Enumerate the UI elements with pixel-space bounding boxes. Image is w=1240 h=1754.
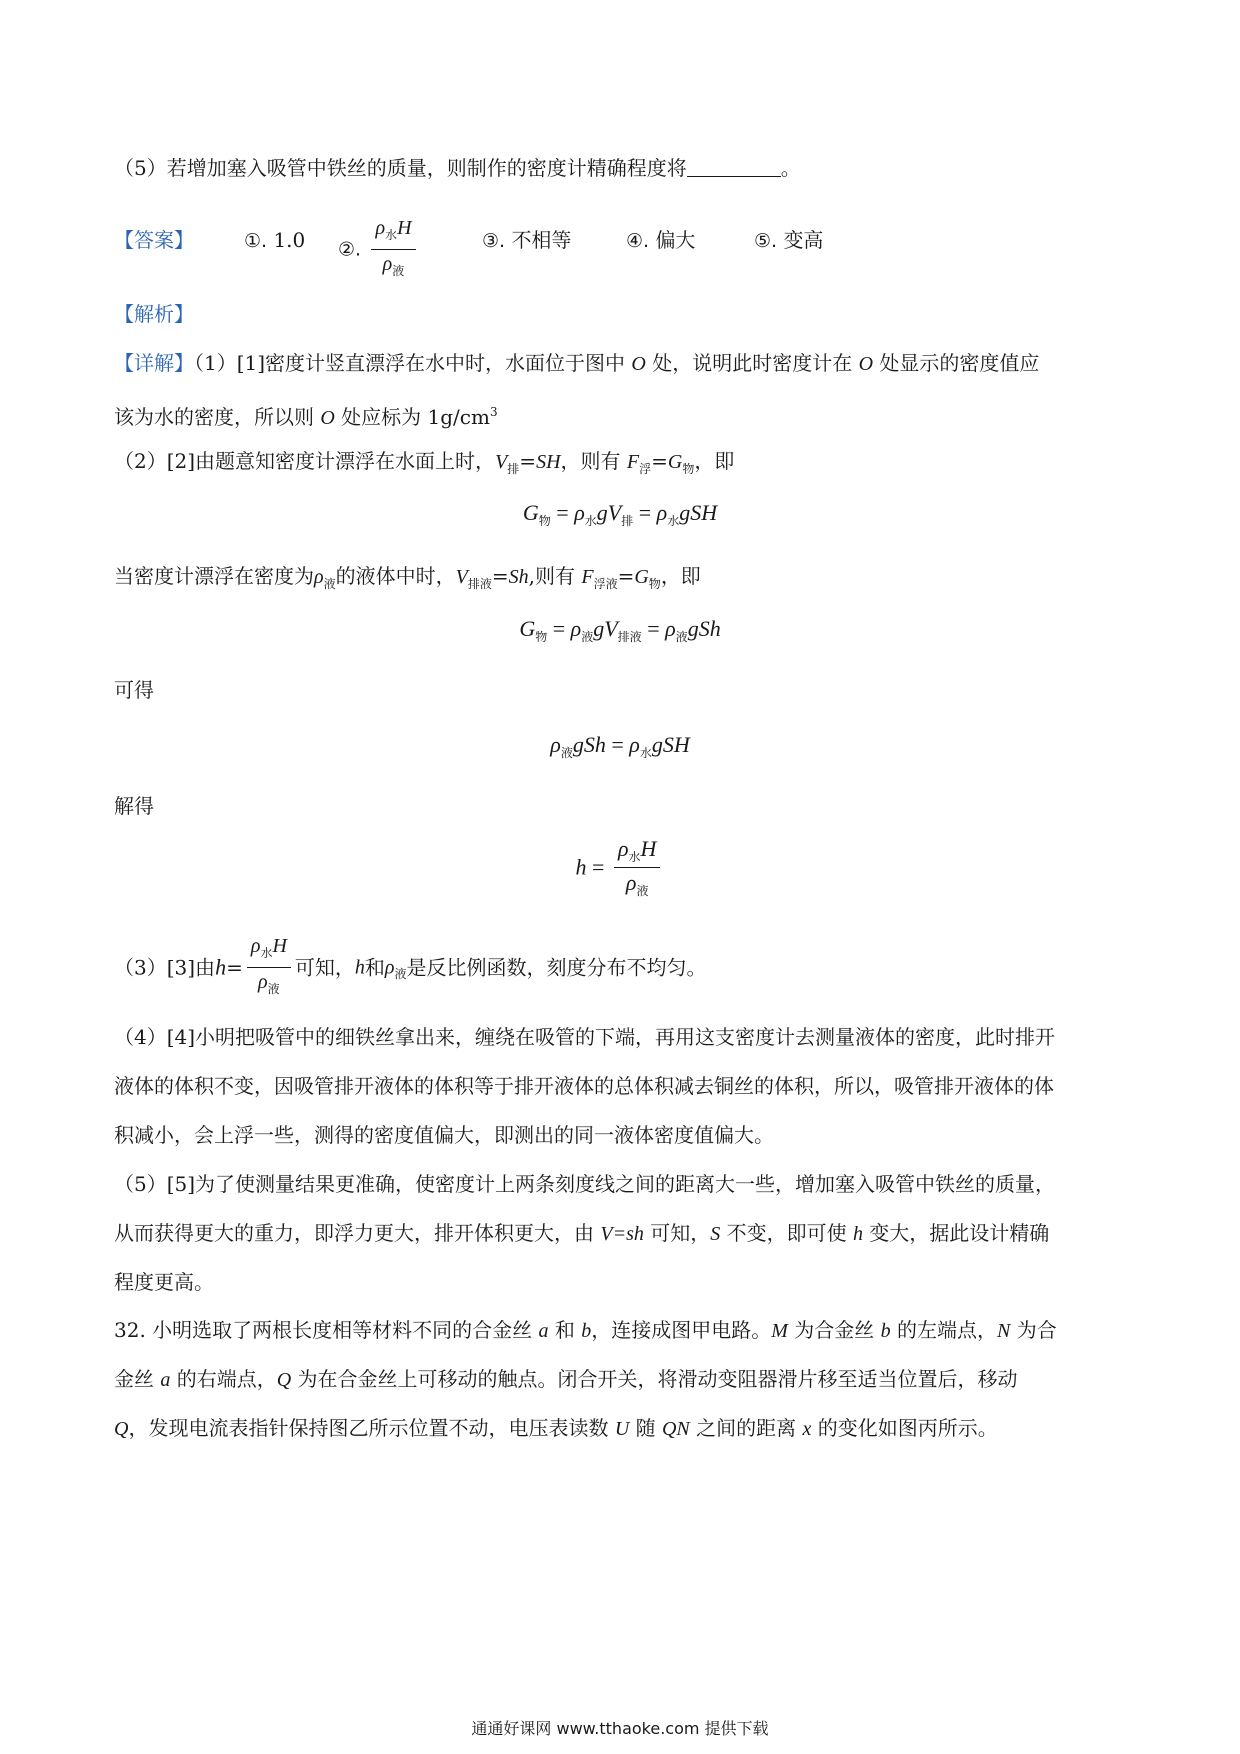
inline-fraction: $\frac{\rho_水H}{\rho_液}$ xyxy=(247,934,291,1001)
detail-paragraph-5-line-1: （4）[4]小明把吸管中的细铁丝拿出来，缠绕在吸管的下端，再用这支密度计去测量液体的密度，此时排开 xyxy=(114,1025,1056,1049)
detail-paragraph-1: 【详解】（1）[1]密度计竖直漂浮在水中时，水面位于图中 O 处，说明此时密度计在 O 处显示的密度值应 xyxy=(114,351,1040,375)
detail-paragraph-6-line-3: 程度更高。 xyxy=(114,1270,214,1294)
question-5-text: （5）若增加塞入吸管中铁丝的质量，则制作的密度计精确程度将 xyxy=(114,156,687,180)
question-32-line-2: 金丝 a 的右端点，Q 为在合金丝上可移动的触点。闭合开关，将滑动变阻器滑片移至适当位置后，移动 xyxy=(114,1367,1018,1391)
detail-paragraph-3: 当密度计漂浮在密度为$\rho_液$的液体中时，$V_{排液}=Sh$,则有 $F_{浮液}=G_物$，即 xyxy=(114,564,701,591)
page-footer: 通通好课网 www.tthaoke.com 提供下载 xyxy=(471,1719,769,1738)
detail-paragraph-1-line-2: 该为水的密度，所以则 O 处应标为 $1g/cm^3$ xyxy=(114,405,498,429)
question-32-line-1: 32. 小明选取了两根长度相等材料不同的合金丝 a 和 b，连接成图甲电路。M 为合金丝 b 的左端点，N 为合 xyxy=(114,1318,1057,1342)
label-jiede: 解得 xyxy=(114,794,154,818)
question-32-line-3: Q，发现电流表指针保持图乙所示位置不动，电压表读数 U 随 QN 之间的距离 x 的变化如图丙所示。 xyxy=(114,1416,998,1440)
answer-2: ②. $\frac{\rho_水H}{\rho_液}$ xyxy=(338,216,420,283)
detail-paragraph-6-line-1: （5）[5]为了使测量结果更准确，使密度计上两条刻度线之间的距离大一些，增加塞入吸管中铁丝的质量， xyxy=(114,1172,1056,1196)
detail-paragraph-5-line-3: 积减小，会上浮一些，测得的密度值偏大，即测出的同一液体密度值偏大。 xyxy=(114,1123,774,1147)
answer-label: 【答案】 xyxy=(114,228,194,252)
label-kede: 可得 xyxy=(114,678,154,702)
answer-1: ①. 1.0 xyxy=(244,228,306,252)
detail-paragraph-4: （3）[3]由h= $\frac{\rho_水H}{\rho_液}$ 可知，h和$\rho_液$是反比例函数，刻度分布不均匀。 xyxy=(114,934,1134,994)
answer-row xyxy=(114,216,1134,276)
answer-3: ③. 不相等 xyxy=(482,228,572,252)
answer-2-fraction: $\frac{\rho_水H}{\rho_液}$ xyxy=(371,216,415,283)
question-5: （5）若增加塞入吸管中铁丝的质量，则制作的密度计精确程度将 。 xyxy=(114,156,801,180)
analysis-label: 【解析】 xyxy=(114,302,194,326)
detail-paragraph-5-line-2: 液体的体积不变，因吸管排开液体的体积等于排开液体的总体积减去铜丝的体积，所以，吸管排开液体的体 xyxy=(114,1074,1054,1098)
answer-4: ④. 偏大 xyxy=(626,228,696,252)
detail-paragraph-6-line-2: 从而获得更大的重力，即浮力更大，排开体积更大，由 V=sh 可知，S 不变，即可使 h 变大，据此设计精确 xyxy=(114,1221,1050,1245)
equation-4: h = $\frac{\rho_水H}{\rho_液}$ xyxy=(0,836,1240,899)
equation-1: $G_物 = \rho_水gV_排 = \rho_水gSH$ xyxy=(522,500,718,528)
detail-paragraph-2: （2）[2]由题意知密度计漂浮在水面上时，$V_排=SH$，则有 $F_浮=G_物$，即 xyxy=(114,449,735,476)
equation-3: $\rho_液gSh = \rho_水gSH$ xyxy=(550,732,690,760)
answer-5: ⑤. 变高 xyxy=(754,228,824,252)
equation-2: $G_物 = \rho_液gV_{排液} = \rho_液gSh$ xyxy=(519,616,721,644)
answer-blank xyxy=(687,158,781,177)
